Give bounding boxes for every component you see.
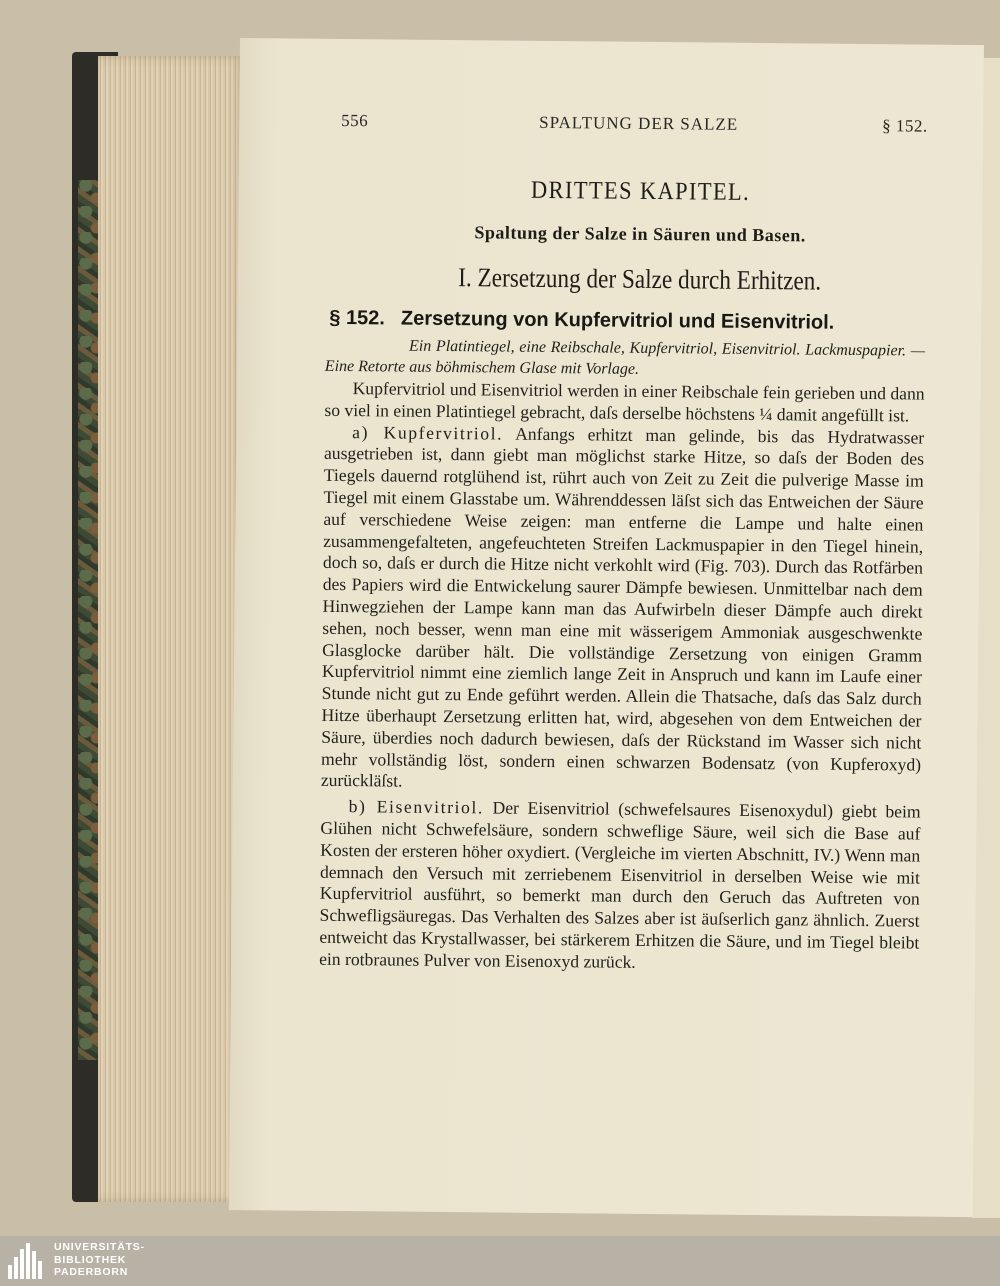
paragraph-b-label: b) Eisenvitriol.: [348, 796, 485, 818]
book-page: [229, 38, 984, 1217]
chapter-title: DRITTES KAPITEL.: [530, 176, 751, 206]
paragraph-b: [319, 796, 921, 976]
library-name-line3: PADERBORN: [54, 1266, 129, 1278]
section-reference: § 152.: [882, 116, 928, 136]
section-title: Zersetzung von Kupfervitriol und Eisenvitriol.: [400, 307, 835, 334]
library-name-line1: UNIVERSITÄTS-: [54, 1241, 145, 1253]
materials-list: [325, 335, 925, 383]
running-title: SPALTUNG DER SALZE: [539, 112, 739, 134]
section-number: § 152.: [329, 306, 386, 330]
paragraph-b-text: Der Eisenvitriol (schwefelsaures Eisenoxydul) giebt beim Glühen nicht Schwefelsäure, sondern schweflige Säure, weil sich die Base auf Kosten der ersteren höher oxydiert. (Vergleiche im vierten Abschnitt, IV.) Wenn man demnach den Versuch mit zerriebenem Eisenvitriol in derselben Weise wie mit Kupfervitriol ausführt, so bemerkt man durch den Geruch das Auftreten von Schwefligsäuregas. Das Verhalten des Salzes aber ist äuſserlich ganz ähnlich. Zuerst entweicht das Krystallwasser, bei stärkerem Erhitzen die Säure, und im Tiegel bleibt ein rotbraunes Pulver von Eisenoxyd zurück.: [319, 797, 921, 972]
intro-paragraph: Kupfervitriol und Eisenvitriol werden in einer Reibschale fein gerieben und dann so viel in einen Platintiegel gebracht, daſs derselbe höchstens ¼ damit angefüllt ist.: [324, 378, 925, 426]
materials-text: Ein Platintiegel, eine Reibschale, Kupfervitriol, Eisenvitriol. Lackmuspapier. — Eine Retorte aus böhmischem Glase mit Vorlage.: [324, 337, 926, 378]
page-block-edges: [98, 56, 248, 1202]
library-name-line2: BIBLIOTHEK: [54, 1253, 127, 1266]
library-footer: [0, 1236, 1000, 1286]
page-number: 556: [341, 110, 369, 131]
section-heading: [329, 307, 834, 335]
library-logo-icon: [8, 1243, 44, 1279]
paragraph-a-text: Anfangs erhitzt man gelinde, bis das Hydratwasser ausgetrieben ist, dann giebt man möglichst starke Hitze, so daſs der Boden des Tiegels dauernd rotglühend ist, rührt auch von Zeit zu Zeit die pulverige Masse im Tiegel mit einem Glasstabe um. Währenddessen läſst sich das Entweichen der Säure auf verschiedene Weise zeigen: man entferne die Lampe und halte einen zusammengefalteten, angefeuchteten Streifen Lackmuspapier in den Tiegel hinein, doch so, daſs er durch die Hitze nicht verkohlt wird (Fig. 703). Durch das Rotfärben des Papiers wird die Entwickelung saurer Dämpfe bewiesen. Unmittelbar nach dem Hinwegziehen der Lampe kann man das Aufwirbeln dieser Dämpfe auch direkt sehen, noch besser, wenn man eine mit wässerigem Ammoniak ausgeschwenkte Glasglocke darüber hält. Die vollständige Zersetzung von einigen Gramm Kupfervitriol nimmt eine ziemlich lange Zeit in Anspruch und kann im Laufe einer Stunde nicht gut zu Ende geführt werden. Allein die Thatsache, daſs das Salz durch Hitze überhaupt Zersetzung erlitten hat, wird, abgesehen von dem Entweichen der Säure, überdies noch dadurch bewiesen, daſs der Rückstand im Wasser sich nicht mehr vollständig löst, sondern einen schwarzen Bodensatz (von Kupferoxyd) zurückläſst.: [320, 423, 925, 791]
body-text: [319, 378, 925, 976]
chapter-subtitle: Spaltung der Salze in Säuren und Basen.: [474, 222, 806, 246]
paragraph-a-label: a) Kupfervitriol.: [352, 421, 504, 444]
paragraph-a: [321, 421, 925, 797]
part-heading: I. Zersetzung der Salze durch Erhitzen.: [458, 262, 822, 296]
library-name: [54, 1241, 145, 1279]
